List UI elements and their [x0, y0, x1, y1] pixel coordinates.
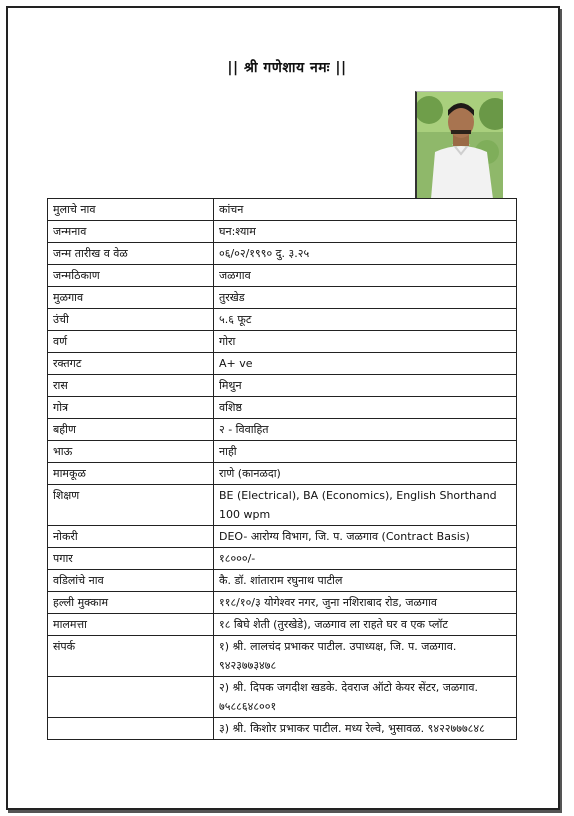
- field-value: २) श्री. दिपक जगदीश खडके. देवराज ऑटो केयर सेंटर, जळगाव. ७५८८६४८००१: [214, 677, 517, 718]
- field-label: रक्तगट: [48, 353, 214, 375]
- field-label: उंची: [48, 309, 214, 331]
- field-value: १८ बिघे शेती (तुरखेडे), जळगाव ला राहते घर व एक प्लॉट: [214, 614, 517, 636]
- profile-photo: [415, 91, 503, 198]
- field-label: संपर्क: [48, 636, 214, 677]
- field-value: कांचन: [214, 199, 517, 221]
- table-row: [48, 592, 517, 614]
- field-label: नोकरी: [48, 526, 214, 548]
- field-label: हल्ली मुक्काम: [48, 592, 214, 614]
- field-value: ५.६ फूट: [214, 309, 517, 331]
- table-row: [48, 636, 517, 677]
- field-value: ११८/१०/३ योगेश्वर नगर, जुना नशिराबाद रोड, जळगाव: [214, 592, 517, 614]
- field-value: तुरखेड: [214, 287, 517, 309]
- field-value: राणे (कानळदा): [214, 463, 517, 485]
- field-label: वडिलांचे नाव: [48, 570, 214, 592]
- field-value: नाही: [214, 441, 517, 463]
- field-value: गोरा: [214, 331, 517, 353]
- table-row: [48, 614, 517, 636]
- field-label: मामकूळ: [48, 463, 214, 485]
- table-row: [48, 397, 517, 419]
- field-value: कै. डॉ. शांताराम रघुनाथ पाटील: [214, 570, 517, 592]
- table-row: [48, 526, 517, 548]
- table-row: [48, 570, 517, 592]
- table-row: [48, 265, 517, 287]
- field-label: बहीण: [48, 419, 214, 441]
- field-value: १) श्री. लालचंद प्रभाकर पाटील. उपाध्यक्ष, जि. प. जळगाव. ९४२३७७३४७८: [214, 636, 517, 677]
- field-value: २ - विवाहित: [214, 419, 517, 441]
- field-label: [48, 718, 214, 740]
- table-row: [48, 463, 517, 485]
- table-row: [48, 287, 517, 309]
- table-row: [48, 353, 517, 375]
- page-title: || श्री गणेशाय नमः ||: [227, 60, 347, 76]
- field-label: पगार: [48, 548, 214, 570]
- field-label: भाऊ: [48, 441, 214, 463]
- field-value: घन:श्याम: [214, 221, 517, 243]
- field-value: वशिष्ठ: [214, 397, 517, 419]
- table-row: [48, 375, 517, 397]
- table-row: [48, 419, 517, 441]
- person-photo-icon: [417, 92, 503, 198]
- field-label: [48, 677, 214, 718]
- table-row: [48, 677, 517, 718]
- biodata-table: [47, 198, 517, 740]
- field-label: शिक्षण: [48, 485, 214, 526]
- field-label: मालमत्ता: [48, 614, 214, 636]
- field-label: जन्म तारीख व वेळ: [48, 243, 214, 265]
- field-label: वर्ण: [48, 331, 214, 353]
- table-row: [48, 221, 517, 243]
- table-row: [48, 548, 517, 570]
- field-label: जन्मठिकाण: [48, 265, 214, 287]
- field-value: DEO- आरोग्य विभाग, जि. प. जळगाव (Contract Basis): [214, 526, 517, 548]
- table-row: [48, 309, 517, 331]
- field-value: जळगाव: [214, 265, 517, 287]
- table-row: [48, 441, 517, 463]
- table-row: [48, 718, 517, 740]
- field-value: १८०००/-: [214, 548, 517, 570]
- field-value: ३) श्री. किशोर प्रभाकर पाटील. मध्य रेल्वे, भुसावळ. ९४२२७७७८४८: [214, 718, 517, 740]
- table-row: [48, 485, 517, 526]
- field-value: BE (Electrical), BA (Economics), English Shorthand 100 wpm: [214, 485, 517, 526]
- field-label: मुलाचे नाव: [48, 199, 214, 221]
- field-label: गोत्र: [48, 397, 214, 419]
- field-label: रास: [48, 375, 214, 397]
- field-value: ०६/०२/१९९० दु. ३.२५: [214, 243, 517, 265]
- table-row: [48, 243, 517, 265]
- field-label: जन्मनाव: [48, 221, 214, 243]
- field-value: मिथुन: [214, 375, 517, 397]
- field-label: मुळगाव: [48, 287, 214, 309]
- field-value: A+ ve: [214, 353, 517, 375]
- table-row: [48, 199, 517, 221]
- table-row: [48, 331, 517, 353]
